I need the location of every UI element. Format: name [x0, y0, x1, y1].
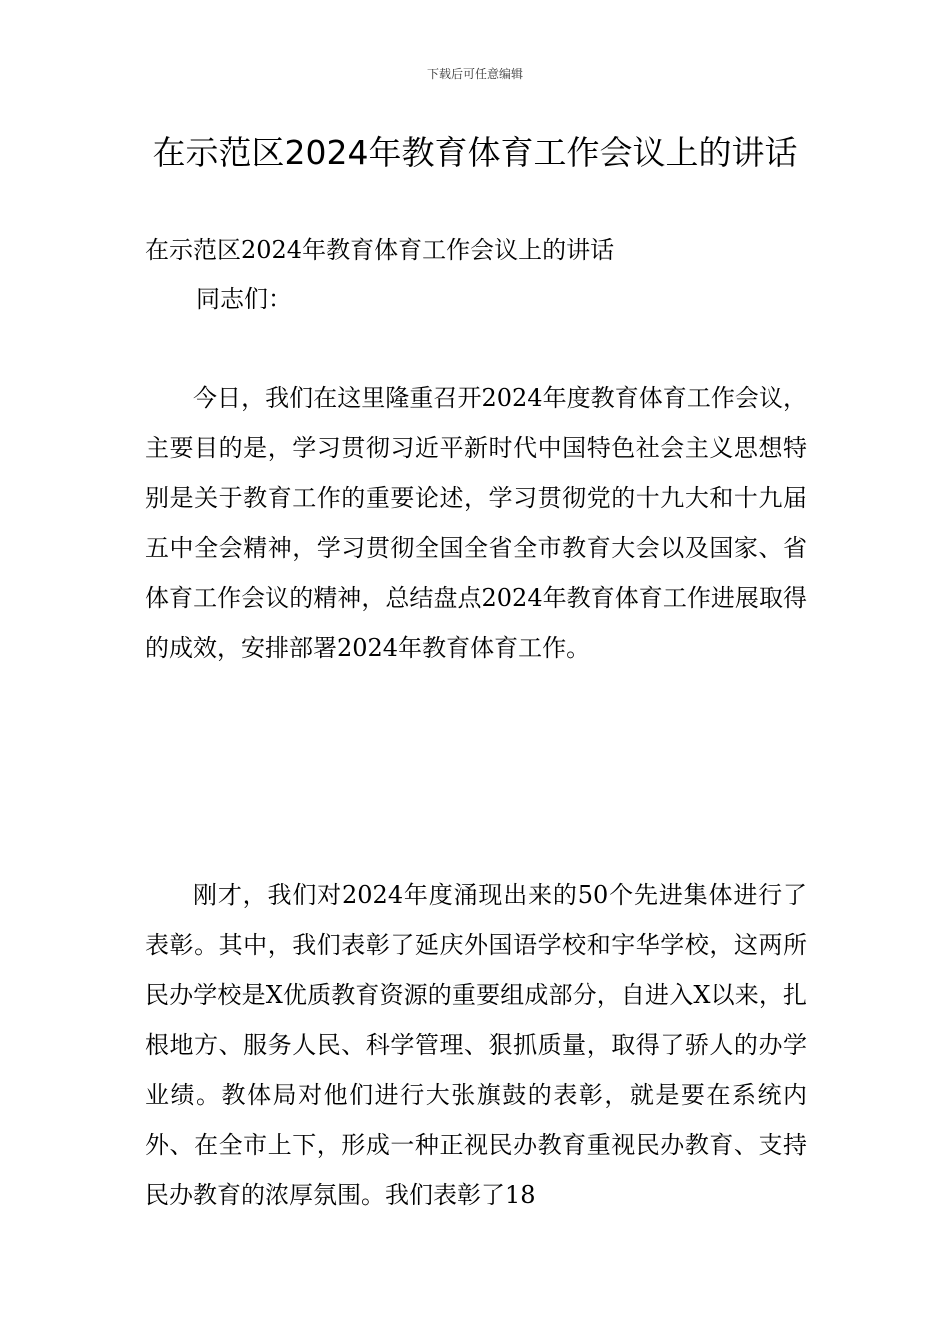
- paragraph-2: 刚才，我们对2024年度涌现出来的50个先进集体进行了表彰。其中，我们表彰了延庆外国语学校和宇华学校，这两所民办学校是X优质教育资源的重要组成部分，自进入X以来，扎根地方、服务人民、科学管理、狠抓质量，取得了骄人的办学业绩。教体局对他们进行大张旗鼓的表彰，就是要在系统内外、在全市上下，形成一种正视民办教育重视民办教育、支持民办教育的浓厚氛围。我们表彰了18: [145, 881, 807, 1209]
- document-title: 在示范区2024年教育体育工作会议上的讲话: [152, 133, 798, 172]
- paragraph-1: 今日，我们在这里隆重召开2024年度教育体育工作会议，主要目的是，学习贯彻习近平新时代中国特色社会主义思想特别是关于教育工作的重要论述，学习贯彻党的十九大和十九届五中全会精神，学习贯彻全国全省全市教育大会以及国家、省体育工作会议的精神，总结盘点2024年教育体育工作进展取得的成效，安排部署2024年教育体育工作。: [145, 384, 807, 662]
- header-note: 下载后可任意编辑: [426, 67, 523, 81]
- salutation: 同志们：: [196, 285, 292, 313]
- document-subtitle: 在示范区2024年教育体育工作会议上的讲话: [145, 236, 615, 264]
